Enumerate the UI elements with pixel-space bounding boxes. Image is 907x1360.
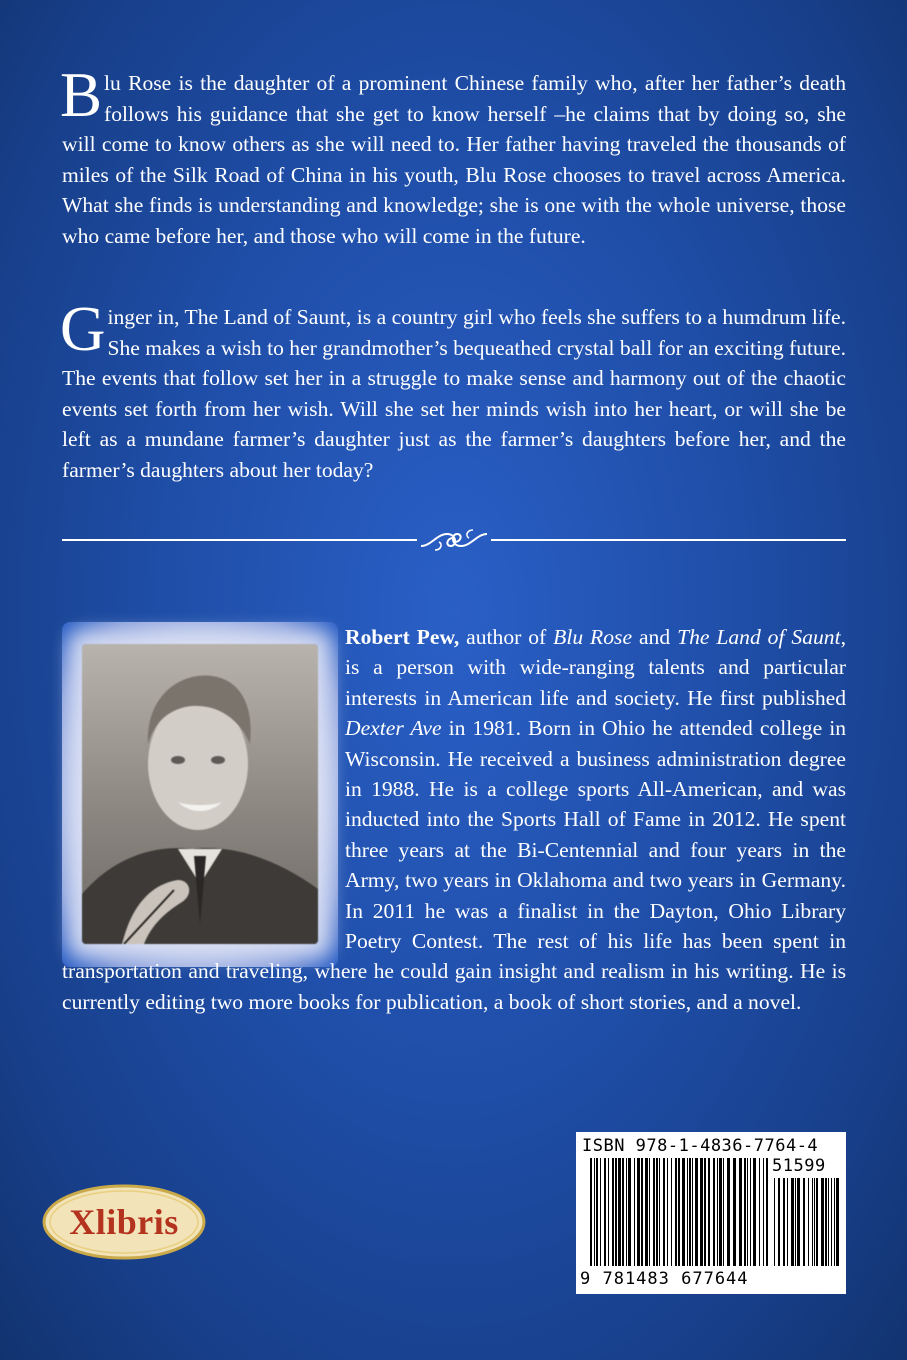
author-biography	[62, 622, 846, 1017]
barcode-bar	[692, 1158, 693, 1266]
barcode-bar	[763, 1158, 764, 1266]
addon-bar	[803, 1178, 805, 1266]
addon-bar	[834, 1178, 835, 1266]
synopsis-text-1: lu Rose is the daughter of a prominent Chinese family who, after her father’s death follows his guidance that she get to know herself –he claims that by doing so, she will come to know others as she will need to. Her father having traveled the thousands of miles of the Silk Road of China in his youth, Blu Rose chooses to travel across America. What she finds is understanding and knowledge; she is one with the whole universe, those who came before her, and those who will come in the future.	[62, 71, 846, 248]
drop-cap-g: G	[60, 294, 106, 364]
synopsis-paragraph-blu-rose	[60, 60, 846, 251]
divider-line-right	[491, 539, 846, 541]
synopsis-text-2: inger in, The Land of Saunt, is a country girl who feels she suffers to a humdrum life. She makes a wish to her grandmother’s bequeathed crystal ball for an exciting future. The events that follow set her in a struggle to make sense and harmony out of the chaotic events set forth from her wish. Will she set her minds wish into her heart, or will she be left as a mundane farmer’s daughter just as the farmer’s daughters before her, and the farmer’s daughters about her today?	[62, 305, 846, 482]
barcode-bar	[641, 1158, 643, 1266]
book-title-land-of-saunt: The Land of Saunt	[677, 625, 841, 649]
book-title-dexter-ave: Dexter Ave	[345, 716, 442, 741]
barcode-bar	[723, 1158, 724, 1266]
addon-bar	[791, 1178, 794, 1266]
barcode-bar	[759, 1158, 760, 1266]
barcode-bar	[708, 1158, 710, 1266]
bio-seg-3: , is a person with wide-ranging talents and particular interests in American life and society. He first published	[345, 625, 846, 710]
barcode-bar	[682, 1158, 685, 1266]
addon-bar	[812, 1178, 813, 1266]
barcode-bar	[717, 1158, 718, 1266]
barcode-bar	[753, 1158, 756, 1266]
barcode-bar	[615, 1158, 617, 1266]
barcode-bar	[653, 1158, 655, 1266]
barcode-bar	[649, 1158, 650, 1266]
barcode-bar	[744, 1158, 746, 1266]
barcode-bar	[596, 1158, 598, 1266]
barcode-bar	[713, 1158, 715, 1266]
barcode-bar	[590, 1158, 592, 1266]
ornamental-divider	[62, 520, 846, 560]
barcode-bar	[645, 1158, 648, 1266]
addon-bar	[797, 1178, 800, 1266]
barcode-bar	[675, 1158, 677, 1266]
addon-bar	[828, 1178, 829, 1266]
barcode-bar	[700, 1158, 703, 1266]
barcode-bar	[766, 1158, 768, 1266]
barcode-bar	[622, 1158, 624, 1266]
barcode-bar	[628, 1158, 631, 1266]
barcode-bar	[704, 1158, 706, 1266]
barcode-bar	[727, 1158, 730, 1266]
publisher-name: Xlibris	[69, 1202, 179, 1242]
addon-bar	[774, 1178, 775, 1266]
addon-bar	[808, 1178, 809, 1266]
barcode-bar	[719, 1158, 722, 1266]
addon-bar	[821, 1178, 824, 1266]
barcode-bar	[604, 1158, 606, 1266]
barcode-bar	[656, 1158, 658, 1266]
barcode-bar	[608, 1158, 609, 1266]
barcode-bar	[594, 1158, 595, 1266]
addon-bar	[825, 1178, 827, 1266]
bio-seg-4: in 1981. Born in Ohio he attended college in Wisconsin. He received a business administration degree in 1988. He is a college sports All-American, and was inducted into the Sports Hall of Fame in 2012. He spent three years at the Bi-Centennial and four years in the Army, two years in Oklahoma and two years in Germany. In 2011 he was a finalist in the Dayton, Ohio Library Poetry Contest. The rest of his life has been spent in transportation and traveling, where he could gain insight and realism in his writing. He is currently editing two more books for publication, a book of short stories, and a novel.	[62, 716, 846, 1014]
barcode-bar	[695, 1158, 698, 1266]
barcode-bar	[634, 1158, 635, 1266]
author-name: Robert Pew,	[345, 625, 460, 649]
bio-seg-2: and	[632, 625, 678, 649]
barcode-bar	[671, 1158, 672, 1266]
barcode-bar	[612, 1158, 614, 1266]
addon-bar	[836, 1178, 839, 1266]
bio-seg-1: author of	[459, 625, 554, 649]
addon-bar	[831, 1178, 832, 1266]
addon-bar	[816, 1178, 818, 1266]
barcode-bar	[747, 1158, 748, 1266]
barcode-bar	[689, 1158, 691, 1266]
barcode-bar	[600, 1158, 601, 1266]
addon-bar	[795, 1178, 796, 1266]
addon-bar	[783, 1178, 785, 1266]
barcode-bar	[667, 1158, 668, 1266]
synopsis-paragraph-land-of-saunt	[60, 294, 846, 485]
isbn-label: ISBN 978-1-4836-7764-4	[582, 1136, 819, 1156]
barcode-bar	[663, 1158, 665, 1266]
publisher-logo	[40, 1182, 208, 1262]
barcode-bar	[733, 1158, 736, 1266]
barcode-bar	[750, 1158, 751, 1266]
barcode-bar	[637, 1158, 640, 1266]
barcode-bar	[678, 1158, 680, 1266]
flourish-icon	[417, 520, 491, 560]
addon-bar	[814, 1178, 815, 1266]
book-title-blu-rose: Blu Rose	[553, 625, 633, 649]
barcode-bar	[739, 1158, 742, 1266]
barcode-bar	[618, 1158, 621, 1266]
divider-line-left	[62, 539, 417, 541]
barcode-bar	[659, 1158, 660, 1266]
barcode-bar	[687, 1158, 688, 1266]
barcode-digits: 9 781483 677644	[580, 1269, 749, 1289]
addon-bar	[778, 1178, 780, 1266]
addon-bar	[787, 1178, 788, 1266]
barcode-bar	[626, 1158, 627, 1266]
drop-cap-b: B	[60, 60, 103, 130]
isbn-barcode	[576, 1132, 846, 1294]
price-code: 51599	[772, 1156, 826, 1176]
